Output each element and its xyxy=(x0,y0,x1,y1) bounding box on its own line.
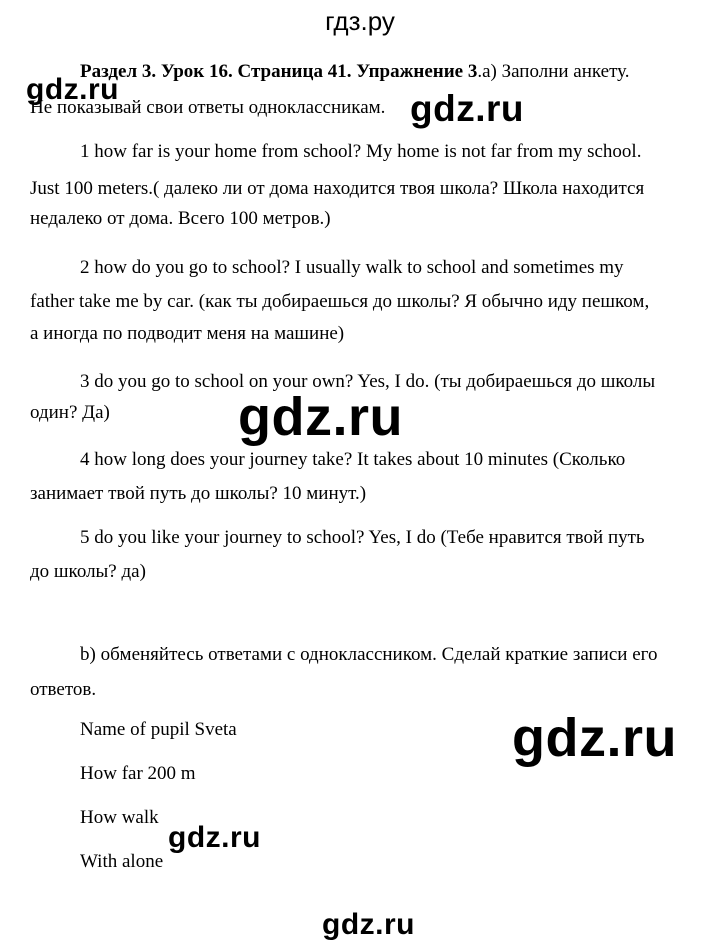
watermark-small-bottom-left: gdz.ru xyxy=(168,821,261,854)
question-3-line-1: 3 do you go to school on your own? Yes, I do. (ты добираешься до школы xyxy=(80,371,656,392)
watermark-medium-top: gdz.ru xyxy=(410,88,524,129)
note-how-far: How far 200 m xyxy=(80,763,196,784)
question-2-line-2: father take me by car. (как ты добираешься до школы? Я обычно иду пешком, xyxy=(30,291,650,312)
exercise-instruction: Не показывай свои ответы одноклассникам. xyxy=(30,97,386,118)
question-5-line-2: до школы? да) xyxy=(30,561,146,582)
note-with: With alone xyxy=(80,851,164,872)
question-4-line-2: занимает твой путь до школы? 10 минут.) xyxy=(30,483,367,504)
part-b-line-1: b) обменяйтесь ответами с одноклассником. Сделай краткие записи его xyxy=(80,644,658,665)
note-how: How walk xyxy=(80,807,159,828)
exercise-heading: Раздел 3. Урок 16. Страница 41. Упражнение 3 xyxy=(80,61,478,82)
question-5-line-1: 5 do you like your journey to school? Yes, I do (Тебе нравится твой путь xyxy=(80,527,645,548)
watermark-large-right: gdz.ru xyxy=(512,708,677,768)
watermark-large-center: gdz.ru xyxy=(238,387,403,447)
watermark-small-top-left: gdz.ru xyxy=(26,73,119,106)
note-name-of-pupil: Name of pupil Sveta xyxy=(80,719,237,740)
watermark-footer: gdz.ru xyxy=(322,908,415,941)
exercise-heading-line xyxy=(80,60,629,84)
part-b-line-2: ответов. xyxy=(30,679,97,700)
exercise-heading-tail: .а) Заполни анкету. xyxy=(477,61,630,82)
question-1-line-1: 1 how far is your home from school? My home is not far from my school. xyxy=(80,141,642,162)
site-title: гдз.ру xyxy=(325,6,395,36)
question-4-line-1: 4 how long does your journey take? It takes about 10 minutes (Сколько xyxy=(80,449,626,470)
question-2-line-3: а иногда по подводит меня на машине) xyxy=(30,323,345,344)
question-1-line-2: Just 100 meters.( далеко ли от дома находится твоя школа? Школа находится xyxy=(30,178,645,199)
question-3-line-2: один? Да) xyxy=(30,402,110,423)
question-2-line-1: 2 how do you go to school? I usually walk to school and sometimes my xyxy=(80,257,624,278)
question-1-line-3: недалеко от дома. Всего 100 метров.) xyxy=(30,208,331,229)
